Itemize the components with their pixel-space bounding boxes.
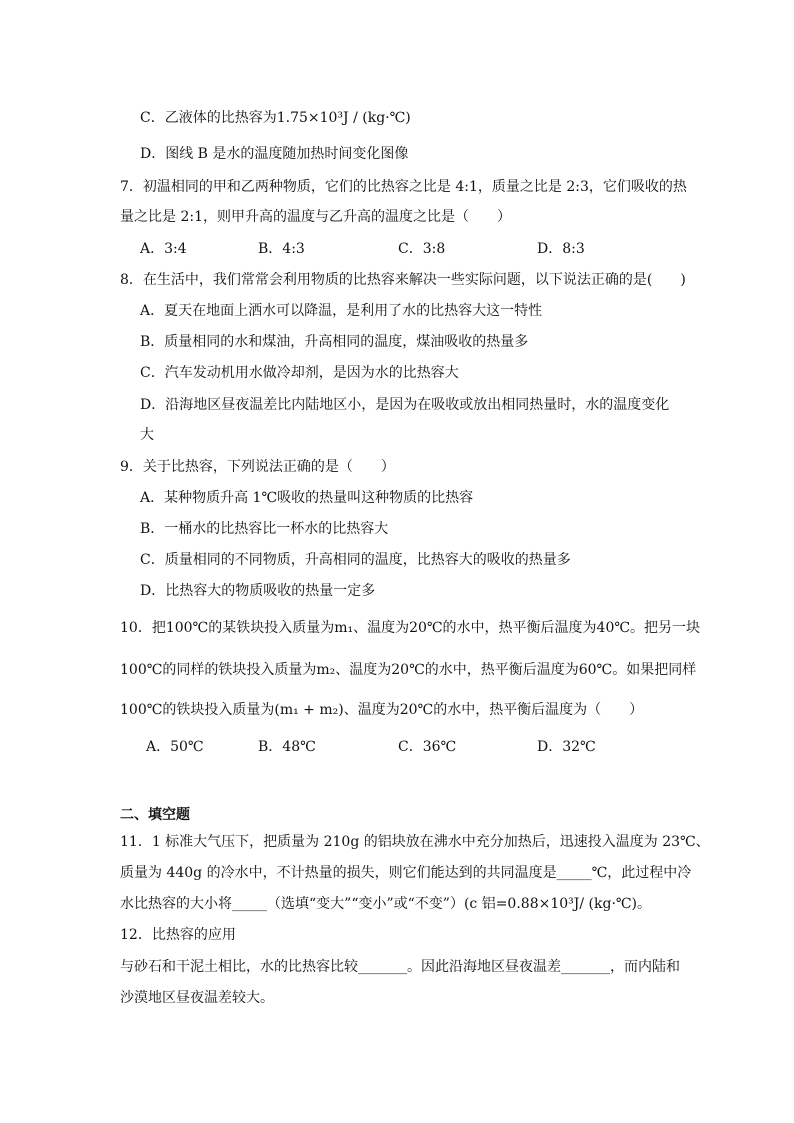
q10-stem-line3: 100℃的铁块投入质量为(m₁ + m₂)、温度为20℃的水中，热平衡后温度为（ ） <box>120 702 644 718</box>
q12-line2: 沙漠地区昼夜温差较大。 <box>120 990 274 1006</box>
q9-option-b: B．一桶水的比热容比一杯水的比热容大 <box>140 521 389 537</box>
q7-stem-line2: 量之比是 2:1，则甲升高的温度与乙升高的温度之比是（ ） <box>120 209 511 225</box>
q9-option-a: A．某种物质升高 1℃吸收的热量叫这种物质的比热容 <box>140 490 474 506</box>
q8-stem: 8．在生活中，我们常常会利用物质的比热容来解决一些实际问题，以下说法正确的是( ) <box>120 272 686 288</box>
q6-option-d: D．图线 B 是水的温度随加热时间变化图像 <box>140 146 409 162</box>
q8-option-d-line2: 大 <box>140 427 154 443</box>
q10-option-c: C．36℃ <box>398 739 457 755</box>
q7-option-d: D．8:3 <box>537 241 585 257</box>
q8-option-a: A．夏天在地面上洒水可以降温，是利用了水的比热容大这一特性 <box>140 303 543 319</box>
q11-stem-line2: 质量为 440g 的冷水中，不计热量的损失，则它们能达到的共同温度是_____℃，此过程中冷 <box>120 865 692 881</box>
q8-option-b: B．质量相同的水和煤油，升高相同的温度，煤油吸收的热量多 <box>140 334 529 350</box>
q10-stem-line2: 100℃的同样的铁块投入质量为m₂、温度为20℃的水中，热平衡后温度为60℃。如果把同样 <box>120 662 697 678</box>
q7-stem-line1: 7．初温相同的甲和乙两种物质，它们的比热容之比是 4:1，质量之比是 2:3，它们吸收的热 <box>120 179 687 195</box>
q10-option-b: B．48℃ <box>258 739 316 755</box>
q12-title: 12．比热容的应用 <box>120 927 236 943</box>
q10-option-d: D．32℃ <box>537 739 596 755</box>
q10-option-a: A．50℃ <box>146 739 204 755</box>
q6-option-c: C．乙液体的比热容为1.75×10³J / (kg·℃) <box>140 110 411 126</box>
q7-option-b: B．4:3 <box>258 241 305 257</box>
q8-option-d-line1: D．沿海地区昼夜温差比内陆地区小，是因为在吸收或放出相同热量时，水的温度变化 <box>140 397 670 413</box>
q12-line1: 与砂石和干泥土相比，水的比热容比较_______。因此沿海地区昼夜温差_______，而内陆和 <box>120 959 680 975</box>
q7-option-c: C．3:8 <box>398 241 446 257</box>
q9-option-d: D．比热容大的物质吸收的热量一定多 <box>140 583 376 599</box>
q9-stem: 9．关于比热容，下列说法正确的是（ ） <box>120 459 395 475</box>
q11-stem-line1: 11．1 标准大气压下，把质量为 210g 的铝块放在沸水中充分加热后，迅速投入温度为 23℃、 <box>120 834 710 850</box>
q7-option-a: A．3:4 <box>140 241 187 257</box>
q11-stem-line3: 水比热容的大小将_____（选填“变大”“变小”或“不变”）(c 铝=0.88×10³J/ (kg·℃)。 <box>120 896 652 912</box>
q10-stem-line1: 10．把100℃的某铁块投入质量为m₁、温度为20℃的水中，热平衡后温度为40℃。把另一块 <box>120 620 701 636</box>
q8-option-c: C．汽车发动机用水做冷却剂，是因为水的比热容大 <box>140 365 459 381</box>
section-title-fill-in: 二、填空题 <box>120 807 190 823</box>
q9-option-c: C．质量相同的不同物质，升高相同的温度，比热容大的吸收的热量多 <box>140 552 571 568</box>
